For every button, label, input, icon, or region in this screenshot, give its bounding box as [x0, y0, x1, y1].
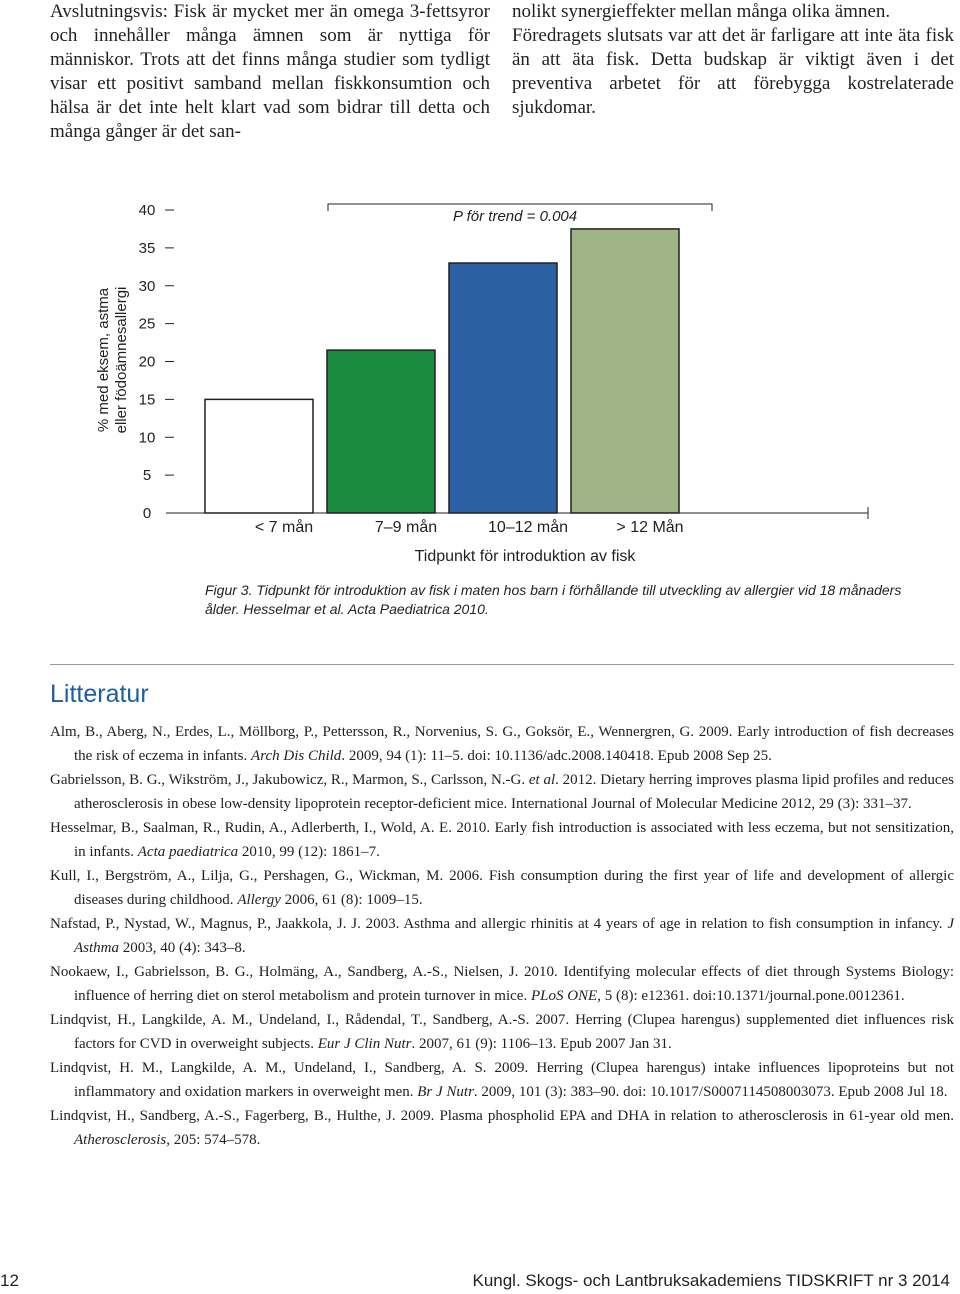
- reference-details: , 205: 574–578.: [166, 1132, 261, 1148]
- x-tick-label: < 7 mån: [254, 519, 314, 536]
- body-text-right: [512, 0, 954, 120]
- reference-text: Kull, I., Bergström, A., Lilja, G., Pershagen, G., Wickman, M. 2006. Fish consumption during the first year of life and development of allergic diseases during childhood.: [50, 868, 954, 908]
- y-tick-label: 30: [138, 277, 156, 295]
- reference-journal: PLoS ONE: [530, 988, 598, 1004]
- reference-journal: Eur J Clin Nutr: [317, 1036, 412, 1052]
- reference-text: Lindqvist, H. M., Langkilde, A. M., Undeland, I., Sandberg, A. S. 2009. Herring (Clupea harengus) intake influences lipoproteins but not inflammatory and oxidation markers in overweight men.: [50, 1060, 954, 1100]
- reference-details: , 5 (8): e12361. doi:10.1371/journal.pone.0012361.: [597, 988, 905, 1004]
- reference-journal: et al: [528, 772, 556, 788]
- y-tick-label: 5: [142, 467, 152, 485]
- y-axis: [139, 202, 174, 522]
- paragraph-right-continuation: nolikt synergieffekter mellan många olika ämnen.: [512, 1, 891, 22]
- reference-text: Hesselmar, B., Saalman, R., Rudin, A., Adlerberth, I., Wold, A. E. 2010. Early fish introduction is associated with less eczema, but not sensitization, in infants.: [50, 820, 954, 860]
- reference-journal: Br J Nutr: [417, 1084, 474, 1100]
- reference-item: [50, 960, 954, 1008]
- reference-details: . 2007, 61 (9): 1106–13. Epub 2007 Jan 31.: [411, 1036, 672, 1052]
- reference-text: Nookaew, I., Gabrielsson, B. G., Holmäng, A., Sandberg, A.-S., Nielsen, J. 2010. Identifying molecular effects of diet through Systems Biology: influence of herring diet on sterol metabolism and protein turnover in mice.: [50, 964, 954, 1004]
- reference-list: [50, 720, 954, 1152]
- y-axis-title-line: % med eksem, astma: [95, 287, 112, 433]
- x-tick-label: 7–9 mån: [374, 519, 438, 536]
- trend-annotation: P för trend = 0.004: [453, 208, 578, 225]
- y-axis-title: [95, 287, 130, 434]
- reference-item: [50, 816, 954, 864]
- reference-text: Alm, B., Aberg, N., Erdes, L., Möllborg, P., Pettersson, R., Norvenius, S. G., Goksör, E., Wennergren, G. 2009. Early introduction of fish decreases the risk of eczema in infants.: [50, 724, 954, 764]
- reference-details: . 2009, 94 (1): 11–5. doi: 10.1136/adc.2008.140418. Epub 2008 Sep 25.: [341, 748, 772, 764]
- literature-heading: Litteratur: [50, 680, 149, 708]
- x-tick-label: 10–12 mån: [487, 519, 569, 536]
- body-text-left: [50, 0, 490, 144]
- x-axis-labels: [255, 518, 684, 536]
- x-tick-label: > 12 Mån: [616, 519, 684, 536]
- bar: [205, 399, 313, 513]
- reference-text: Lindqvist, H., Langkilde, A. M., Undeland, I., Rådendal, T., Sandberg, A.-S. 2007. Herring (Clupea harengus) supplemented diet influences risk factors for CVD in overweight subjects.: [50, 1012, 954, 1052]
- reference-details: . 2012. Dietary herring improves plasma lipid profiles and reduces atherosclerosis in obese low-density lipoprotein receptor-deficient mice. International Journal of Molecular Medicine 2012, 29 (3): 331–37.: [74, 772, 954, 812]
- section-divider: [50, 664, 954, 665]
- y-tick-label: 40: [138, 202, 156, 219]
- paragraph-left: Avslutningsvis: Fisk är mycket mer än omega 3-fettsyror och innehåller många ämnen som är nyttiga för människor. Trots att det finns många studier som tydligt visar ett positivt samband mellan fiskkonsumtion och hälsa är det inte helt klart vad som bidrar till detta och många gånger är det san-: [50, 1, 490, 142]
- reference-journal: Arch Dis Child: [251, 748, 342, 764]
- reference-journal: Atherosclerosis: [74, 1132, 167, 1148]
- bar: [327, 350, 435, 513]
- reference-details: 2006, 61 (8): 1009–15.: [280, 892, 423, 908]
- reference-item: [50, 720, 954, 768]
- y-tick-label: 0: [142, 505, 152, 522]
- reference-item: [50, 1104, 954, 1152]
- bar: [571, 229, 679, 513]
- bars: [205, 229, 679, 513]
- x-axis-title: Tidpunkt för introduktion av fisk: [414, 548, 636, 565]
- bar: [449, 263, 557, 513]
- reference-item: [50, 864, 954, 912]
- reference-item: [50, 768, 954, 816]
- reference-item: [50, 1056, 954, 1104]
- page-number: 12: [0, 1271, 19, 1290]
- reference-journal: J Asthma: [74, 916, 954, 956]
- caption-label: Figur 3.: [205, 582, 253, 598]
- reference-text: Gabrielsson, B. G., Wikström, J., Jakubowicz, R., Marmon, S., Carlsson, N.-G.: [50, 772, 529, 788]
- reference-details: 2003, 40 (4): 343–8.: [119, 940, 246, 956]
- reference-item: [50, 912, 954, 960]
- reference-details: 2010, 99 (12): 1861–7.: [238, 844, 380, 860]
- reference-item: [50, 1008, 954, 1056]
- y-tick-label: 35: [138, 239, 156, 257]
- paragraph-right: Föredragets slutsats var att det är farligare att inte äta fisk än att äta fisk. Detta budskap är viktigt även i det preventiva arbetet för att förebygga kostrelaterade sjukdomar.: [512, 25, 954, 118]
- bar-chart: [0, 185, 960, 575]
- reference-journal: Allergy: [237, 892, 281, 908]
- y-tick-label: 15: [138, 391, 156, 409]
- y-axis-title-line: eller födoämnesallergi: [113, 286, 130, 434]
- reference-details: . 2009, 101 (3): 383–90. doi: 10.1017/S0007114508003073. Epub 2008 Jul 18.: [473, 1084, 948, 1100]
- reference-text: Nafstad, P., Nystad, W., Magnus, P., Jaakkola, J. J. 2003. Asthma and allergic rhinitis at 4 years of age in relation to fish consumption in infancy.: [50, 916, 948, 932]
- journal-footer: Kungl. Skogs- och Lantbruksakademiens TIDSKRIFT nr 3 2014: [472, 1271, 950, 1290]
- reference-journal: Acta paediatrica: [137, 844, 239, 860]
- figure-caption: [205, 581, 915, 619]
- y-tick-label: 10: [138, 429, 156, 447]
- y-tick-label: 25: [138, 315, 156, 333]
- reference-text: Lindqvist, H., Sandberg, A.-S., Fagerberg, B., Hulthe, J. 2009. Plasma phospholid EPA and DHA in relation to atherosclerosis in 61-year old men.: [50, 1108, 954, 1124]
- y-tick-label: 20: [138, 353, 156, 371]
- caption-text: Tidpunkt för introduktion av fisk i maten hos barn i förhållande till utveckling av allergier vid 18 månaders ålder. Hesselmar et al. Acta Paediatrica 2010.: [205, 582, 902, 617]
